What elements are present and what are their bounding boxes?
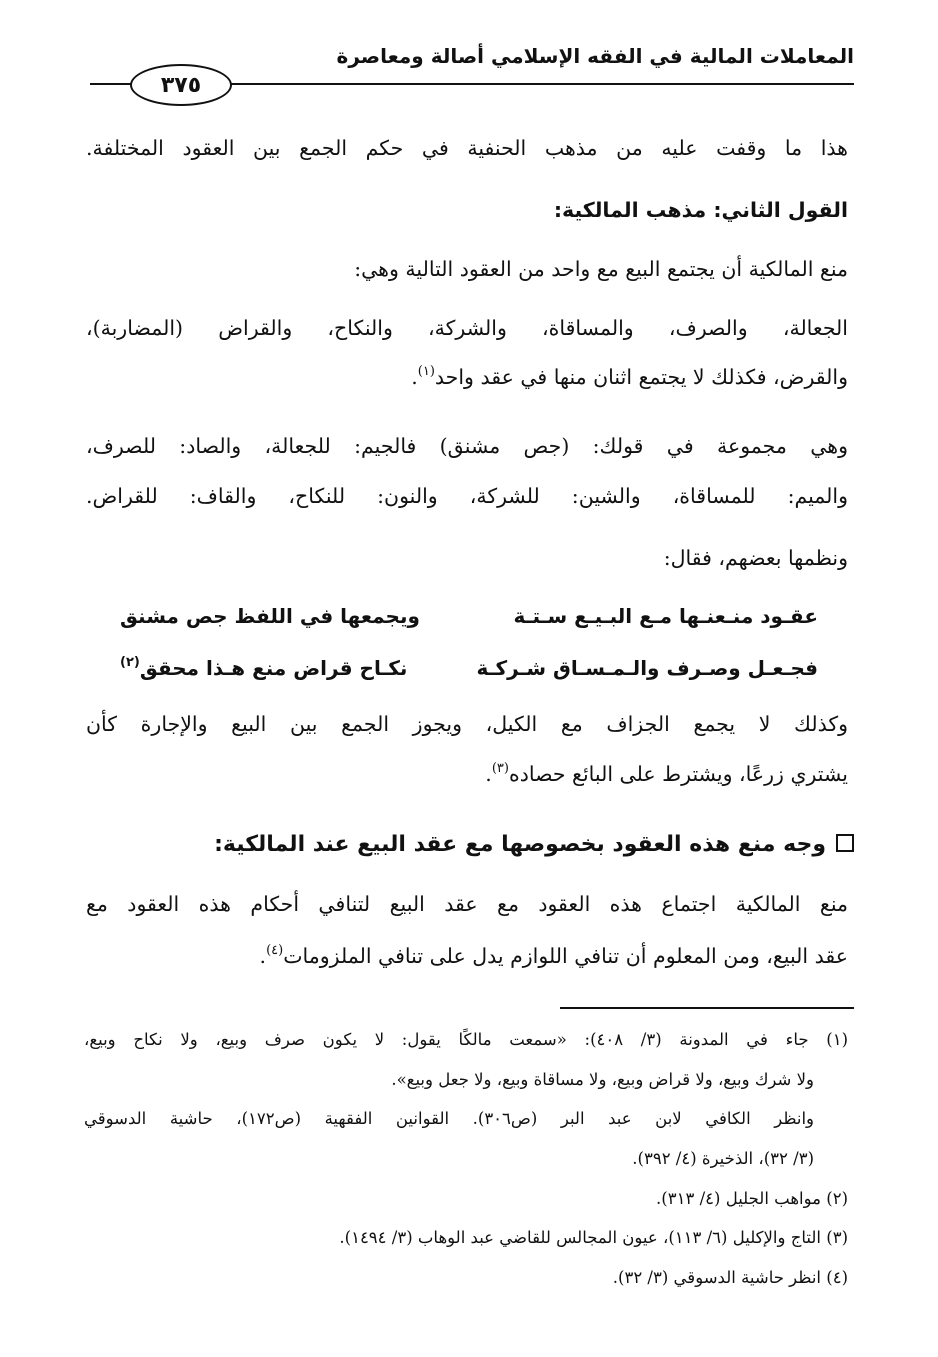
footnote-ref: (٣) — [491, 761, 509, 776]
footnote-line: (٤) انظر حاشية الدسوقي (٣/ ٣٢). — [612, 1268, 848, 1287]
paragraph-line: وكذلك لا يجمع الجزاف مع الكيل، ويجوز الجمع بين البيع والإجارة كأن — [86, 712, 848, 736]
running-header-title: المعاملات المالية في الفقه الإسلامي أصالة ومعاصرة — [336, 44, 854, 68]
footnote-line: (٣/ ٣٢)، الذخيرة (٤/ ٣٩٢). — [632, 1149, 814, 1168]
paragraph-line — [86, 364, 848, 389]
page-number: ٣٧٥ — [130, 64, 232, 106]
paragraph-line: ونظمها بعضهم، فقال: — [663, 546, 848, 570]
verse-hemistich: عقـود منـعنـها مـع البـيـع سـتـة — [513, 604, 818, 628]
footnote-line: وانظر الكافي لابن عبد البر (ص٣٠٦). القوانين الفقهية (ص١٧٢)، حاشية الدسوقي — [84, 1109, 814, 1128]
footnote-ref: (٤) — [266, 943, 284, 958]
paragraph-line — [86, 761, 848, 786]
verse-line — [120, 606, 818, 626]
paragraph-line: والميم: للمساقاة، والشين: للشركة، والنون: للنكاح، والقاف: للقراض. — [86, 484, 848, 508]
section-heading: وجه منع هذه العقود بخصوصها مع عقد البيع عند المالكية: — [150, 832, 854, 857]
footnote-line: ولا شرك وبيع، ولا قراض وبيع، ولا مساقاة وبيع، ولا جعل وبيع». — [391, 1070, 814, 1089]
paragraph-line: منع المالكية اجتماع هذه العقود مع عقد البيع لتنافي أحكام هذه العقود مع — [86, 892, 848, 916]
footnote-separator — [560, 1007, 854, 1009]
line-end: . — [411, 365, 418, 389]
line-end: . — [485, 762, 492, 786]
paragraph-line: هذا ما وقفت عليه من مذهب الحنفية في حكم الجمع بين العقود المختلفة. — [86, 136, 848, 160]
verse-hemistich: فجـعـل وصـرف والـمـسـاق شـركـة — [476, 656, 818, 680]
paragraph-line: الجعالة، والصرف، والمساقاة، والشركة، والنكاح، والقراض (المضاربة)، — [86, 316, 848, 340]
footnote-line: (١) جاء في المدونة (٣/ ٤٠٨): «سمعت مالكًا يقول: لا يكون صرف وبيع، ولا نكاح وبيع، — [84, 1030, 848, 1049]
line-text: عقد البيع، ومن المعلوم أن تنافي اللوازم يدل على تنافي الملزومات — [283, 944, 848, 968]
paragraph-line: منع المالكية أن يجتمع البيع مع واحد من العقود التالية وهي: — [354, 257, 848, 281]
footnote-line: (٣) التاج والإكليل (٦/ ١١٣)، عيون المجالس للقاضي عبد الوهاب (٣/ ١٤٩٤). — [339, 1228, 848, 1247]
square-bullet-icon — [836, 834, 854, 852]
section-title: القول الثاني: مذهب المالكية: — [553, 198, 848, 222]
line-text: يشتري زرعًا، ويشترط على البائع حصاده — [508, 762, 848, 786]
line-end: . — [259, 944, 267, 968]
footnote-ref: (٢) — [120, 655, 140, 670]
footnote-ref: (١) — [417, 364, 435, 379]
verse-line — [120, 655, 818, 680]
verse-hemistich: ويجمعها في اللفظ جص مشنق — [120, 604, 420, 628]
verse-hemistich: نكـاح قراض منع هـذا محقق$^{(٢)}$ — [120, 655, 408, 680]
line-text: والقرض، فكذلك لا يجتمع اثنان منها في عقد واحد — [434, 365, 848, 389]
paragraph-line — [86, 943, 848, 968]
footnote-line: (٢) مواهب الجليل (٤/ ٣١٣). — [656, 1189, 848, 1208]
paragraph-line: وهي مجموعة في قولك: (جص مشنق) فالجيم: للجعالة، والصاد: للصرف، — [86, 434, 848, 458]
